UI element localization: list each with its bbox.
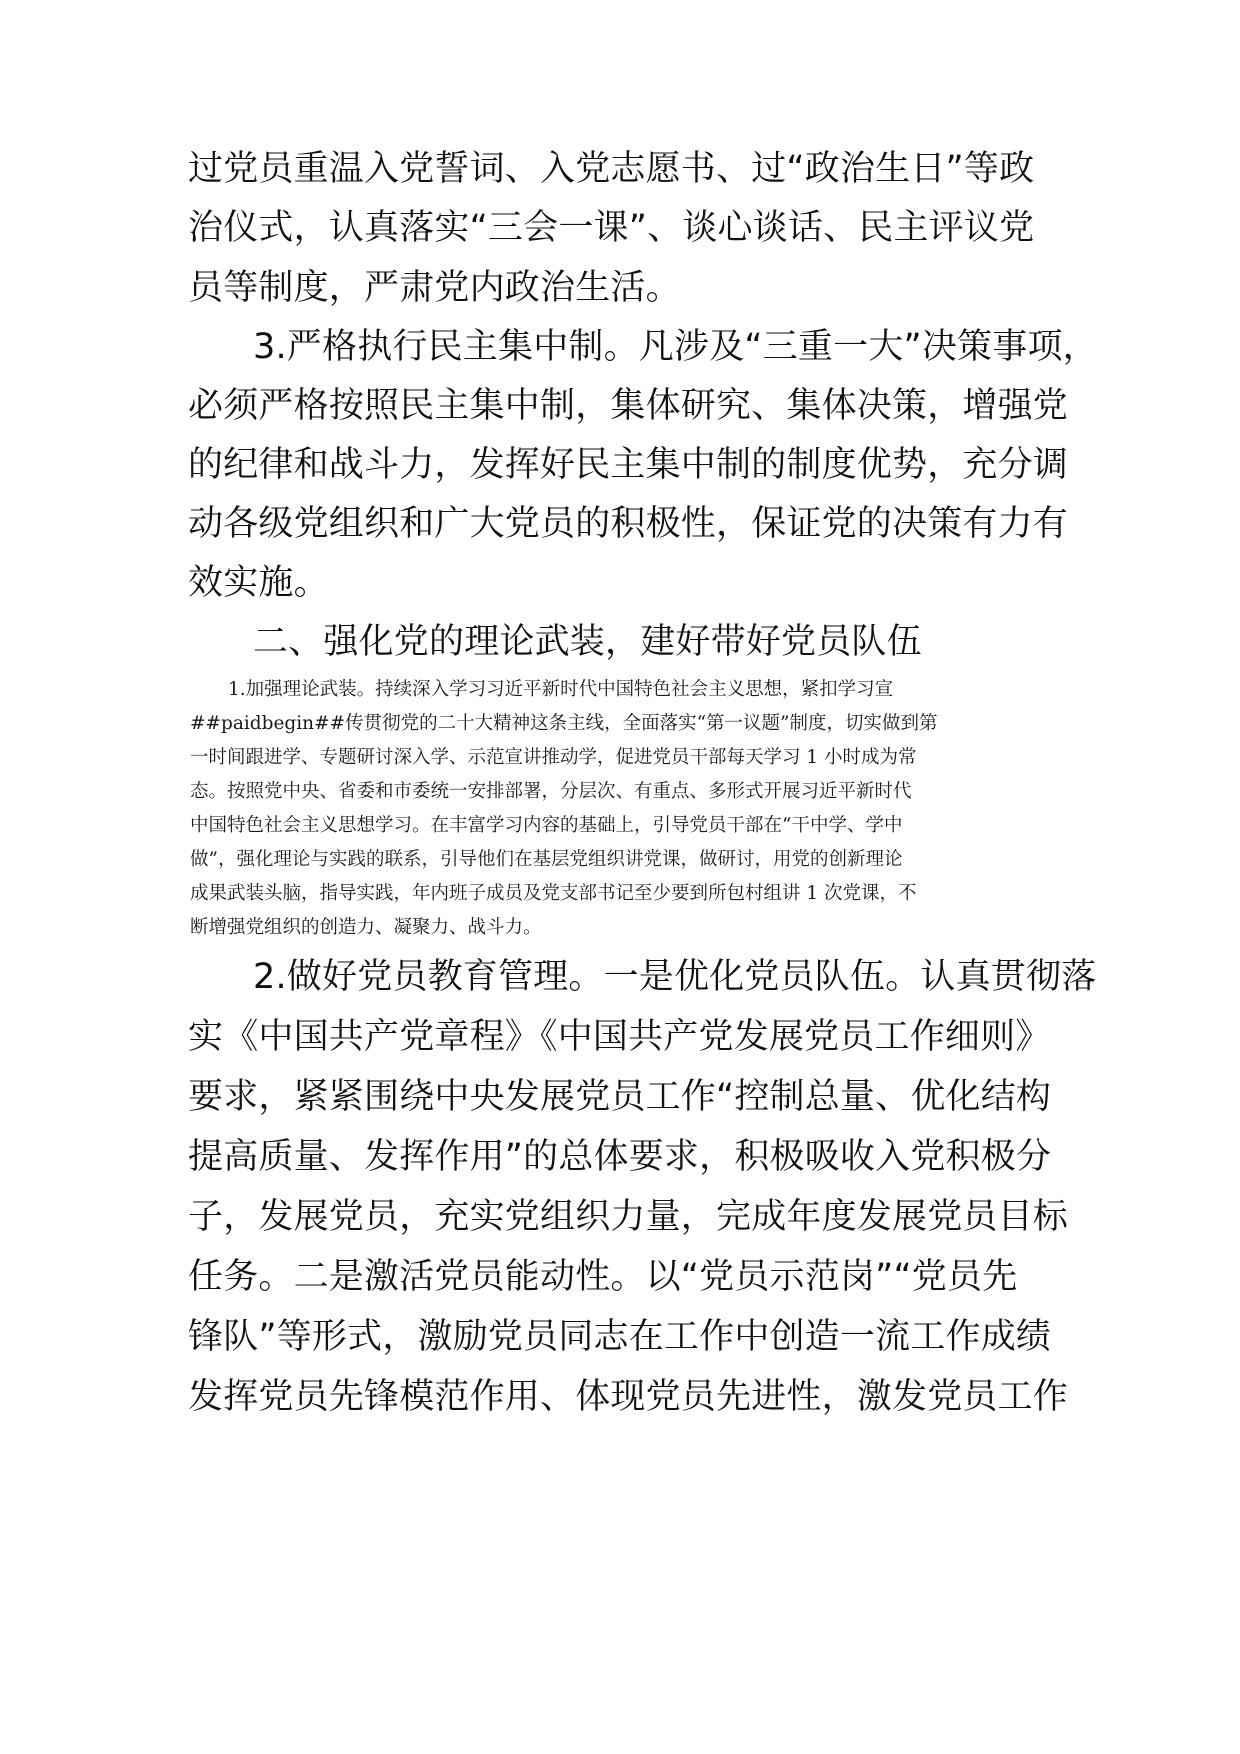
small-text-line: 断增强党组织的创造力、凝聚力、战斗力。: [190, 917, 542, 938]
paragraph-line: 实《中国共产党章程》《中国共产党发展党员工作细则》: [188, 1017, 1051, 1057]
paragraph-line: 任务。二是激活党员能动性。以“党员示范岗”“党员先: [188, 1257, 1018, 1297]
small-text-line: 1.加强理论武装。持续深入学习习近平新时代中国特色社会主义思想，紧扣学习宣: [228, 679, 894, 700]
paragraph-line: 治仪式，认真落实“三会一课”、谈心谈话、民主评议党: [188, 208, 1035, 248]
small-text-line: 中国特色社会主义思想学习。在丰富学习内容的基础上，引导党员干部在“干中学、学中: [190, 815, 903, 836]
small-text-line: 成果武装头脑，指导实践，年内班子成员及党支部书记至少要到所包村组讲 1 次党课，不: [190, 883, 917, 904]
paragraph-line: 2.做好党员教育管理。一是优化党员队伍。认真贯彻落: [253, 957, 1097, 997]
paragraph-line: 子，发展党员，充实党组织力量，完成年度发展党员目标: [188, 1197, 1069, 1237]
paragraph-line: 的纪律和战斗力，发挥好民主集中制的制度优势，充分调: [188, 445, 1069, 485]
paragraph-line: 员等制度，严肃党内政治生活。: [188, 268, 681, 308]
small-text-line: ##paidbegin##传贯彻党的二十大精神这条主线，全面落实“第一议题”制度，切实做到第: [190, 713, 938, 734]
paragraph-line: 效实施。: [188, 563, 329, 603]
section-heading: 二、强化党的理论武装，建好带好党员队伍: [253, 622, 922, 662]
small-text-line: 态。按照党中央、省委和市委统一安排部署，分层次、有重点、多形式开展习近平新时代: [190, 781, 912, 802]
paragraph-line: 3.严格执行民主集中制。凡涉及“三重一大”决策事项，: [253, 327, 1098, 367]
small-text-line: 一时间跟进学、专题研讨深入学、示范宣讲推动学，促进党员干部每天学习 1 小时成为常: [190, 747, 917, 768]
paragraph-line: 发挥党员先锋模范作用、体现党员先进性，激发党员工作: [188, 1377, 1069, 1417]
paragraph-line: 过党员重温入党誓词、入党志愿书、过“政治生日”等政: [188, 149, 1035, 189]
paragraph-line: 动各级党组织和广大党员的积极性，保证党的决策有力有: [188, 504, 1069, 544]
paragraph-line: 要求，紧紧围绕中央发展党员工作“控制总量、优化结构: [188, 1077, 1052, 1117]
paragraph-line: 必须严格按照民主集中制，集体研究、集体决策，增强党: [188, 386, 1069, 426]
paragraph-line: 锋队”等形式，激励党员同志在工作中创造一流工作成绩: [188, 1317, 1052, 1357]
paragraph-line: 提高质量、发挥作用”的总体要求，积极吸收入党积极分: [188, 1137, 1052, 1177]
small-text-line: 做”，强化理论与实践的联系，引导他们在基层党组织讲党课，做研讨，用党的创新理论: [190, 849, 903, 870]
